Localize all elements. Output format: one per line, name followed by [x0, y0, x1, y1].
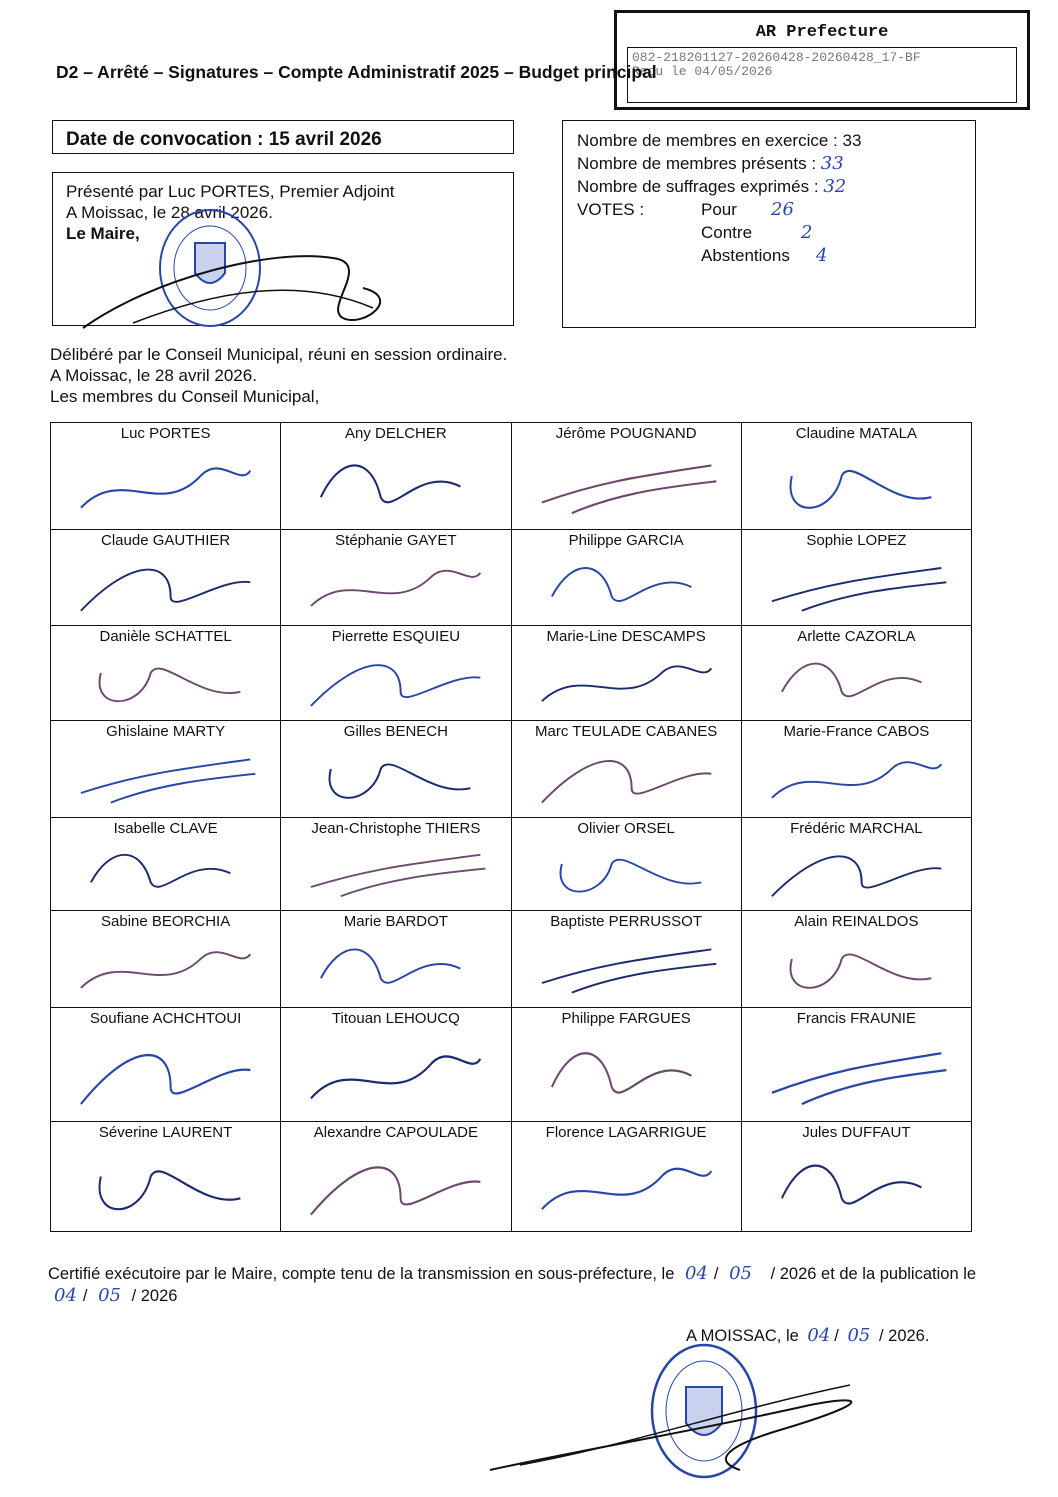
member-name: Olivier ORSEL — [577, 820, 675, 837]
signature-cell — [51, 1122, 281, 1232]
presentation-box — [52, 172, 514, 326]
cert-date1-day: 04 — [684, 1263, 708, 1284]
table-row — [51, 818, 972, 911]
member-name: Marie BARDOT — [343, 913, 448, 930]
cert-text-b: / 2026 et de la publication le — [770, 1265, 977, 1283]
deliberation-line-3: Les membres du Conseil Municipal, — [50, 387, 320, 406]
present-value: 33 — [820, 153, 844, 174]
place-prefix: A MOISSAC, le — [686, 1327, 799, 1345]
abstentions-label: Abstentions — [701, 246, 790, 265]
member-name: Alexandre CAPOULADE — [313, 1124, 478, 1141]
table-row — [51, 626, 972, 721]
mayor-label: Le Maire, — [66, 224, 140, 243]
ar-prefecture-title: AR Prefecture — [755, 23, 889, 42]
mayor-final-signature — [480, 1370, 900, 1485]
member-name: Stéphanie GAYET — [335, 532, 457, 549]
signature-cell — [281, 721, 511, 818]
signature-cell — [741, 1008, 971, 1122]
signature-table — [50, 422, 972, 1232]
presented-place-date: A Moissac, le 28 avril 2026. — [66, 203, 273, 222]
deliberation-line-2: A Moissac, le 28 avril 2026. — [50, 366, 257, 385]
signature-cell — [741, 423, 971, 530]
signature-cell — [281, 530, 511, 626]
table-row — [51, 721, 972, 818]
signature-cell — [51, 911, 281, 1008]
pour-label: Pour — [701, 200, 737, 219]
member-name: Luc PORTES — [120, 425, 211, 442]
signature-cell — [511, 818, 741, 911]
signature-cell — [511, 530, 741, 626]
signature-cell — [281, 1122, 511, 1232]
signature-cell — [51, 818, 281, 911]
member-name: Jean-Christophe THIERS — [311, 820, 481, 837]
place-date: A MOISSAC, le 04 / 05 / 2026. — [686, 1325, 930, 1346]
member-name: Ghislaine MARTY — [106, 723, 226, 740]
member-name: Séverine LAURENT — [98, 1124, 233, 1141]
signature-cell — [281, 911, 511, 1008]
contre-label: Contre — [701, 223, 753, 242]
contre-value: 2 — [801, 222, 813, 243]
abstentions-value: 4 — [816, 245, 828, 266]
cert-date1-month: 05 — [729, 1263, 752, 1284]
member-name: Claude GAUTHIER — [101, 532, 231, 549]
member-name: Pierrette ESQUIEU — [331, 628, 461, 645]
contre-row — [577, 221, 975, 244]
member-name: Alain REINALDOS — [794, 913, 919, 930]
ar-prefecture-ids — [627, 47, 1017, 103]
convocation-box — [52, 120, 514, 154]
pour-row — [577, 198, 975, 221]
expressed-value: 32 — [823, 176, 847, 197]
ar-id-line: 082-218201127-20260428-20260428_17-BF — [632, 50, 921, 65]
signature-cell — [511, 721, 741, 818]
table-row — [51, 1008, 972, 1122]
votes-box — [562, 120, 976, 328]
member-name: Isabelle CLAVE — [113, 820, 218, 837]
signature-cell — [51, 721, 281, 818]
expressed-label: Nombre de suffrages exprimés : — [577, 177, 819, 196]
member-name: Francis FRAUNIE — [796, 1010, 916, 1027]
member-name: Arlette CAZORLA — [797, 628, 916, 645]
signature-cell — [511, 1008, 741, 1122]
member-name: Baptiste PERRUSSOT — [550, 913, 702, 930]
member-name: Frédéric MARCHAL — [790, 820, 923, 837]
member-name: Marie-Line DESCAMPS — [546, 628, 706, 645]
signature-cell — [741, 721, 971, 818]
signature-cell — [511, 911, 741, 1008]
members-count: Nombre de membres en exercice : 33 — [577, 131, 862, 150]
signature-cell — [511, 1122, 741, 1232]
member-name: Danièle SCHATTEL — [99, 628, 232, 645]
signature-cell — [741, 1122, 971, 1232]
signature-cell — [281, 818, 511, 911]
cert-text-c: / 2026 — [131, 1287, 178, 1305]
member-name: Sabine BEORCHIA — [101, 913, 231, 930]
expressed-row — [577, 175, 975, 198]
cert-date2-day: 04 — [54, 1285, 77, 1306]
document-title: D2 – Arrêté – Signatures – Compte Administratif 2025 – Budget principal — [56, 62, 657, 82]
deliberation-line-1: Délibéré par le Conseil Municipal, réuni en session ordinaire. — [50, 345, 508, 364]
signature-cell — [281, 626, 511, 721]
table-row — [51, 423, 972, 530]
member-name: Jérôme POUGNAND — [555, 425, 697, 442]
table-row — [51, 530, 972, 626]
signature-cell — [511, 626, 741, 721]
presented-by: Présenté par Luc PORTES, Premier Adjoint — [66, 182, 395, 201]
signature-cell — [51, 423, 281, 530]
cert-text-a: Certifié exécutoire par le Maire, compte tenu de la transmission en sous-préfecture, le — [48, 1265, 675, 1283]
signature-cell — [511, 423, 741, 530]
present-label: Nombre de membres présents : — [577, 154, 817, 173]
signature-cell — [281, 1008, 511, 1122]
convocation-date: Date de convocation : 15 avril 2026 — [66, 129, 382, 150]
present-row — [577, 152, 975, 175]
signature-cell — [281, 423, 511, 530]
member-name: Gilles BENECH — [343, 723, 448, 740]
member-name: Any DELCHER — [345, 425, 447, 442]
table-row — [51, 1122, 972, 1232]
member-name: Jules DUFFAUT — [802, 1124, 911, 1141]
abstentions-row — [577, 244, 975, 267]
table-row — [51, 911, 972, 1008]
member-name: Philippe FARGUES — [561, 1010, 691, 1027]
signature-cell — [51, 530, 281, 626]
member-name: Marc TEULADE CABANES — [534, 723, 718, 740]
place-month: 05 — [847, 1325, 871, 1346]
ar-received-line: Reçu le 04/05/2026 — [632, 64, 773, 79]
certification-text: Certifié exécutoire par le Maire, compte tenu de la transmission en sous-préfecture, le 04 / 05 / 2026 et de la publication le 04 / 05 / 2026 — [48, 1263, 977, 1306]
member-name: Florence LAGARRIGUE — [545, 1124, 707, 1141]
ar-prefecture-box — [614, 10, 1030, 110]
member-name: Marie-France CABOS — [783, 723, 930, 740]
votes-label: VOTES : — [577, 200, 645, 219]
signature-cell — [741, 530, 971, 626]
signature-cell — [741, 818, 971, 911]
member-name: Philippe GARCIA — [568, 532, 684, 549]
member-name: Claudine MATALA — [795, 425, 917, 442]
signature-cell — [741, 911, 971, 1008]
deliberation-text — [50, 344, 507, 407]
member-name: Titouan LEHOUCQ — [331, 1010, 460, 1027]
pour-value: 26 — [771, 199, 794, 220]
signature-cell — [51, 626, 281, 721]
cert-date2-month: 05 — [98, 1285, 121, 1306]
place-suffix: / 2026. — [878, 1327, 930, 1345]
member-name: Soufiane ACHCHTOUI — [89, 1010, 242, 1027]
place-day: 04 — [807, 1325, 831, 1346]
signature-cell — [741, 626, 971, 721]
member-name: Sophie LOPEZ — [806, 532, 907, 549]
signature-cell — [51, 1008, 281, 1122]
mayor-signature — [73, 228, 523, 338]
